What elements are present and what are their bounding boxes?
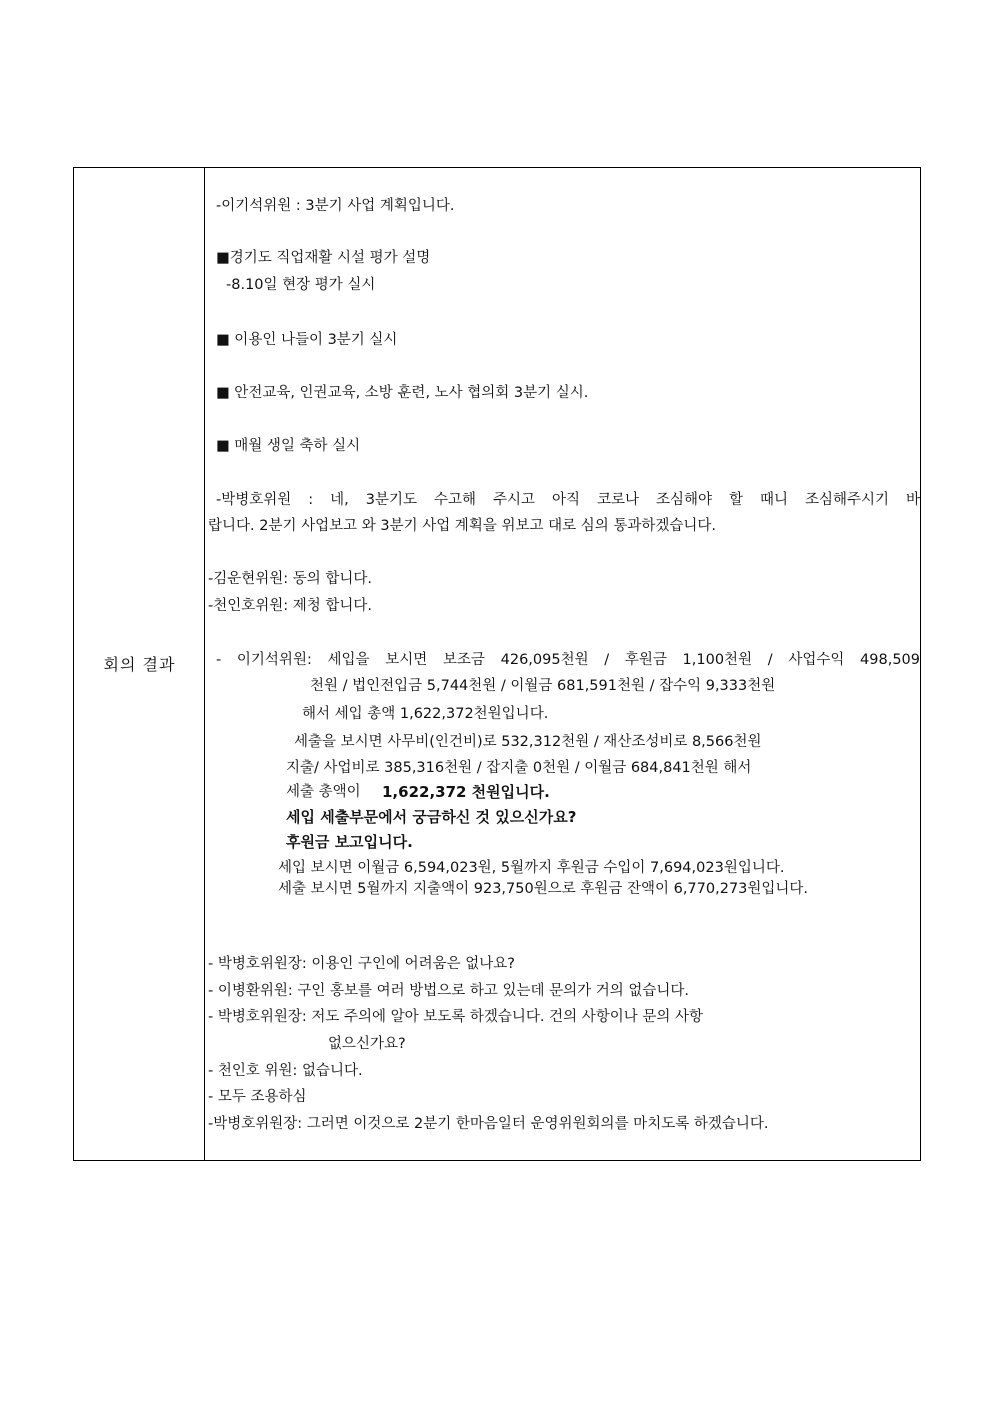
line-lee-plan: -이기석위원 : 3분기 사업 계획입니다. <box>216 198 455 214</box>
line-cheon-second: -천인호위원: 제청 합니다. <box>208 598 373 614</box>
line-outing: ■ 이용인 나들이 3분기 실시 <box>216 332 398 348</box>
minutes-table <box>73 167 921 1161</box>
line-donation-income: 세입 보시면 이월금 6,594,023원, 5월까지 후원금 수입이 7,694,023원입니다. <box>278 860 785 876</box>
line-donation-heading: 후원금 보고입니다. <box>286 833 413 851</box>
line-education: ■ 안전교육, 인권교육, 소방 훈련, 노사 협의회 3분기 실시. <box>216 385 589 401</box>
line-birthday: ■ 매월 생일 축하 실시 <box>216 438 361 454</box>
label-cell <box>74 168 205 1160</box>
line-expense-2: 지출/ 사업비로 385,316천원 / 잡지출 0천원 / 이월금 684,841천원 해서 <box>286 760 752 776</box>
line-revenue-1: - 이기석위원: 세입을 보시면 보조금 426,095천원 / 후원금 1,100천원 / 사업수익 498,509 <box>216 652 920 668</box>
line-expense-total-label: 세출 총액이 <box>286 784 361 800</box>
content-cell <box>206 168 920 1160</box>
line-donation-balance: 세출 보시면 5월까지 지출액이 923,750원으로 후원금 잔액이 6,770,273원입니다. <box>278 881 809 897</box>
line-park-question: - 박병호위원장: 이용인 구인에 어려움은 없나요? <box>208 956 515 972</box>
line-park-followup-2: 없으신가요? <box>328 1036 406 1052</box>
line-kim-agree: -김운현위원: 동의 합니다. <box>208 571 373 587</box>
line-cheon-answer: - 천인호 위원: 없습니다. <box>208 1063 363 1079</box>
line-evaluation-heading: ■경기도 직업재활 시설 평가 설명 <box>216 250 431 266</box>
line-question: 세입 세출부문에서 궁금하신 것 있으신가요? <box>286 808 577 826</box>
line-park-comment-2: 랍니다. 2분기 사업보고 와 3분기 사업 계획을 위보고 대로 심의 통과하겠습니다. <box>208 518 716 534</box>
line-lee-answer: - 이병환위원: 구인 홍보를 여러 방법으로 하고 있는데 문의가 거의 없습니다. <box>208 983 690 999</box>
line-park-followup-1: - 박병호위원장: 저도 주의에 알아 보도록 하겠습니다. 건의 사항이나 문의 사항 <box>208 1009 704 1025</box>
line-closing: -박병호위원장: 그러면 이것으로 2분기 한마음일터 운영위원회의를 마치도록 하겠습니다. <box>208 1116 769 1132</box>
line-revenue-2: 천원 / 법인전입금 5,744천원 / 이월금 681,591천원 / 잡수익 9,333천원 <box>310 678 776 694</box>
line-park-comment-1: -박병호위원 : 네, 3분기도 수고해 주시고 아직 코로나 조심해야 할 때니 조심해주시기 바 <box>216 492 920 508</box>
line-expense-total-value: 1,622,372 천원입니다. <box>382 783 550 801</box>
line-evaluation-date: -8.10일 현장 평가 실시 <box>226 277 376 293</box>
meeting-result-label: 회의 결과 <box>103 655 176 674</box>
line-revenue-total: 해서 세입 총액 1,622,372천원입니다. <box>302 706 549 722</box>
line-expense-1: 세출을 보시면 사무비(인건비)로 532,312천원 / 재산조성비로 8,566천원 <box>294 734 762 750</box>
line-all-quiet: - 모두 조용하심 <box>208 1089 307 1105</box>
